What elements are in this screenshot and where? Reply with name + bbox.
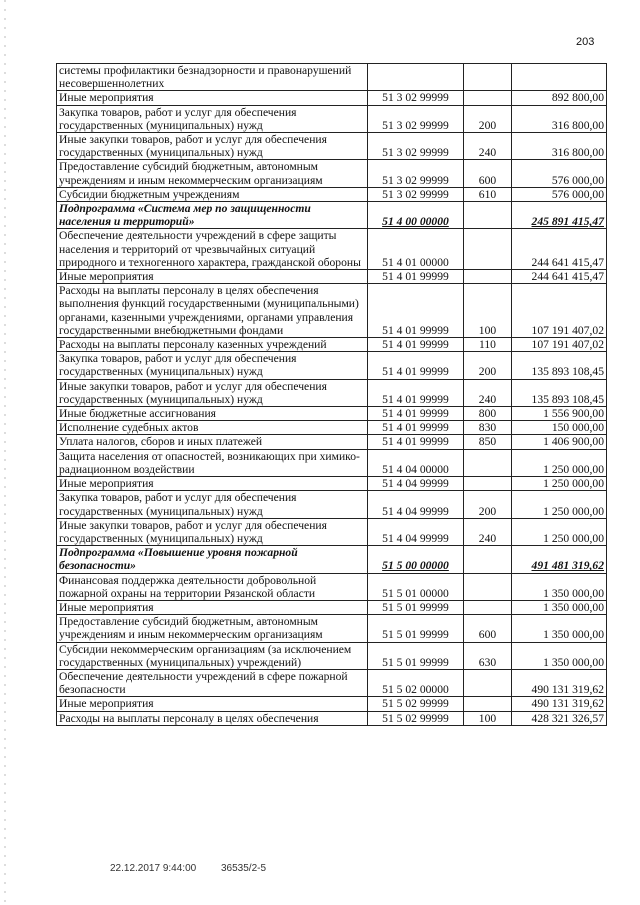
- row-type-cell: 200: [464, 491, 512, 518]
- row-type-cell: [464, 477, 512, 491]
- row-name-cell: Закупка товаров, работ и услуг для обеспечения государственных (муниципальных) нужд: [57, 491, 368, 518]
- table-row: [57, 711, 607, 725]
- row-amount-cell: 244 641 415,47: [512, 229, 607, 270]
- subprogram-row: [57, 202, 607, 229]
- row-name-cell: Иные мероприятия: [57, 270, 368, 284]
- table-row: [57, 187, 607, 201]
- row-type-cell: 110: [464, 338, 512, 352]
- row-amount-cell: 107 191 407,02: [512, 338, 607, 352]
- row-type-cell: 100: [464, 711, 512, 725]
- row-name-cell: Иные мероприятия: [57, 477, 368, 491]
- budget-table-body: [57, 64, 607, 726]
- row-type-cell: 200: [464, 352, 512, 379]
- row-code-cell: 51 3 02 99999: [368, 187, 464, 201]
- table-row: [57, 133, 607, 160]
- table-row: [57, 270, 607, 284]
- document-footer: [110, 863, 288, 874]
- row-amount-cell: 892 800,00: [512, 91, 607, 105]
- table-row: [57, 477, 607, 491]
- row-name-cell: Исполнение судебных актов: [57, 421, 368, 435]
- row-amount-cell: 1 250 000,00: [512, 491, 607, 518]
- table-row: [57, 697, 607, 711]
- row-code-cell: 51 3 02 99999: [368, 160, 464, 187]
- row-name-cell: Подпрограмма «Система мер по защищенности населения и территорий»: [57, 202, 368, 229]
- row-amount-cell: 244 641 415,47: [512, 270, 607, 284]
- row-code-cell: 51 5 01 99999: [368, 615, 464, 642]
- table-row: [57, 91, 607, 105]
- row-type-cell: 100: [464, 284, 512, 338]
- row-name-cell: Финансовая поддержка деятельности добровольной пожарной охраны на территории Рязанской области: [57, 573, 368, 600]
- row-name-cell: Расходы на выплаты персоналу в целях обеспечения выполнения функций государственными (муниципальными) органами, казенными учреждениями, органами управления государственными внебюджетными фондами: [57, 284, 368, 338]
- row-type-cell: [464, 270, 512, 284]
- row-name-cell: Субсидии некоммерческим организациям (за исключением государственных (муниципальных) учреждений): [57, 642, 368, 669]
- row-name-cell: Субсидии бюджетным учреждениям: [57, 187, 368, 201]
- row-type-cell: 240: [464, 518, 512, 545]
- table-row: [57, 573, 607, 600]
- row-type-cell: [464, 229, 512, 270]
- row-code-cell: 51 4 04 99999: [368, 477, 464, 491]
- row-name-cell: Защита населения от опасностей, возникающих при химико-радиационном воздействии: [57, 449, 368, 476]
- row-code-cell: 51 4 01 99999: [368, 379, 464, 406]
- row-code-cell: 51 4 04 00000: [368, 449, 464, 476]
- row-code-cell: 51 5 02 99999: [368, 697, 464, 711]
- row-type-cell: [464, 697, 512, 711]
- row-amount-cell: 490 131 319,62: [512, 669, 607, 696]
- row-amount-cell: 1 250 000,00: [512, 518, 607, 545]
- row-amount-cell: [512, 64, 607, 91]
- row-code-cell: 51 3 02 99999: [368, 105, 464, 132]
- row-type-cell: [464, 600, 512, 614]
- row-type-cell: [464, 64, 512, 91]
- table-row: [57, 421, 607, 435]
- table-row: [57, 64, 607, 91]
- row-name-cell: системы профилактики безнадзорности и правонарушений несовершеннолетних: [57, 64, 368, 91]
- row-code-cell: 51 3 02 99999: [368, 91, 464, 105]
- page-number: 203: [576, 36, 595, 48]
- row-name-cell: Иные бюджетные ассигнования: [57, 407, 368, 421]
- table-row: [57, 229, 607, 270]
- row-type-cell: 610: [464, 187, 512, 201]
- row-amount-cell: 491 481 319,62: [512, 546, 607, 573]
- row-code-cell: 51 4 01 99999: [368, 421, 464, 435]
- row-code-cell: 51 4 04 99999: [368, 518, 464, 545]
- row-amount-cell: 576 000,00: [512, 187, 607, 201]
- row-amount-cell: 490 131 319,62: [512, 697, 607, 711]
- row-name-cell: Уплата налогов, сборов и иных платежей: [57, 435, 368, 449]
- row-code-cell: 51 4 01 00000: [368, 229, 464, 270]
- row-code-cell: 51 4 04 99999: [368, 491, 464, 518]
- row-name-cell: Закупка товаров, работ и услуг для обеспечения государственных (муниципальных) нужд: [57, 105, 368, 132]
- row-amount-cell: 1 350 000,00: [512, 642, 607, 669]
- table-row: [57, 518, 607, 545]
- table-row: [57, 600, 607, 614]
- row-type-cell: [464, 91, 512, 105]
- row-type-cell: 240: [464, 379, 512, 406]
- row-code-cell: 51 3 02 99999: [368, 133, 464, 160]
- row-type-cell: [464, 573, 512, 600]
- row-type-cell: 830: [464, 421, 512, 435]
- row-amount-cell: 1 350 000,00: [512, 573, 607, 600]
- row-name-cell: Расходы на выплаты персоналу казенных учреждений: [57, 338, 368, 352]
- row-name-cell: Иные закупки товаров, работ и услуг для обеспечения государственных (муниципальных) нужд: [57, 518, 368, 545]
- row-code-cell: 51 5 01 99999: [368, 600, 464, 614]
- row-name-cell: Закупка товаров, работ и услуг для обеспечения государственных (муниципальных) нужд: [57, 352, 368, 379]
- row-amount-cell: 1 556 900,00: [512, 407, 607, 421]
- table-row: [57, 105, 607, 132]
- row-name-cell: Иные мероприятия: [57, 600, 368, 614]
- row-amount-cell: 245 891 415,47: [512, 202, 607, 229]
- table-row: [57, 352, 607, 379]
- row-type-cell: 800: [464, 407, 512, 421]
- row-amount-cell: 135 893 108,45: [512, 352, 607, 379]
- footer-datetime: 22.12.2017 9:44:00: [110, 863, 197, 874]
- row-amount-cell: 1 250 000,00: [512, 477, 607, 491]
- row-code-cell: 51 4 01 99999: [368, 338, 464, 352]
- row-amount-cell: 107 191 407,02: [512, 284, 607, 338]
- table-row: [57, 435, 607, 449]
- table-row: [57, 160, 607, 187]
- row-code-cell: 51 5 02 99999: [368, 711, 464, 725]
- row-amount-cell: 150 000,00: [512, 421, 607, 435]
- row-name-cell: Обеспечение деятельности учреждений в сфере пожарной безопасности: [57, 669, 368, 696]
- table-row: [57, 669, 607, 696]
- table-row: [57, 615, 607, 642]
- row-amount-cell: 576 000,00: [512, 160, 607, 187]
- row-amount-cell: 428 321 326,57: [512, 711, 607, 725]
- row-code-cell: 51 4 01 99999: [368, 435, 464, 449]
- table-row: [57, 407, 607, 421]
- row-type-cell: [464, 449, 512, 476]
- row-amount-cell: 316 800,00: [512, 105, 607, 132]
- scan-edge-artifact: [4, 0, 6, 905]
- row-code-cell: 51 4 01 99999: [368, 284, 464, 338]
- table-row: [57, 338, 607, 352]
- table-row: [57, 449, 607, 476]
- row-type-cell: 630: [464, 642, 512, 669]
- row-type-cell: 600: [464, 615, 512, 642]
- row-code-cell: 51 4 01 99999: [368, 407, 464, 421]
- row-amount-cell: 316 800,00: [512, 133, 607, 160]
- row-type-cell: 240: [464, 133, 512, 160]
- row-code-cell: 51 5 01 00000: [368, 573, 464, 600]
- table-row: [57, 642, 607, 669]
- row-type-cell: [464, 546, 512, 573]
- row-name-cell: Иные закупки товаров, работ и услуг для обеспечения государственных (муниципальных) нужд: [57, 133, 368, 160]
- row-code-cell: 51 4 01 99999: [368, 270, 464, 284]
- table-row: [57, 284, 607, 338]
- row-amount-cell: 1 350 000,00: [512, 615, 607, 642]
- row-code-cell: 51 4 00 00000: [368, 202, 464, 229]
- row-type-cell: [464, 669, 512, 696]
- row-amount-cell: 1 350 000,00: [512, 600, 607, 614]
- row-type-cell: 600: [464, 160, 512, 187]
- row-code-cell: 51 4 01 99999: [368, 352, 464, 379]
- table-row: [57, 379, 607, 406]
- row-name-cell: Обеспечение деятельности учреждений в сфере защиты населения и территорий от чрезвычайных ситуаций природного и техногенного характера, гражданской обороны: [57, 229, 368, 270]
- subprogram-row: [57, 546, 607, 573]
- row-name-cell: Расходы на выплаты персоналу в целях обеспечения: [57, 711, 368, 725]
- row-name-cell: Предоставление субсидий бюджетным, автономным учреждениям и иным некоммерческим организациям: [57, 615, 368, 642]
- budget-table: [56, 63, 607, 726]
- row-type-cell: 850: [464, 435, 512, 449]
- row-name-cell: Иные мероприятия: [57, 697, 368, 711]
- footer-doc-id: 36535/2-5: [220, 863, 267, 874]
- row-name-cell: Предоставление субсидий бюджетным, автономным учреждениям и иным некоммерческим организациям: [57, 160, 368, 187]
- row-code-cell: 51 5 00 00000: [368, 546, 464, 573]
- row-type-cell: [464, 202, 512, 229]
- row-amount-cell: 1 250 000,00: [512, 449, 607, 476]
- row-code-cell: 51 5 02 00000: [368, 669, 464, 696]
- row-name-cell: Иные закупки товаров, работ и услуг для обеспечения государственных (муниципальных) нужд: [57, 379, 368, 406]
- row-type-cell: 200: [464, 105, 512, 132]
- row-amount-cell: 1 406 900,00: [512, 435, 607, 449]
- table-row: [57, 491, 607, 518]
- row-amount-cell: 135 893 108,45: [512, 379, 607, 406]
- row-name-cell: Подпрограмма «Повышение уровня пожарной безопасности»: [57, 546, 368, 573]
- row-code-cell: [368, 64, 464, 91]
- row-code-cell: 51 5 01 99999: [368, 642, 464, 669]
- row-name-cell: Иные мероприятия: [57, 91, 368, 105]
